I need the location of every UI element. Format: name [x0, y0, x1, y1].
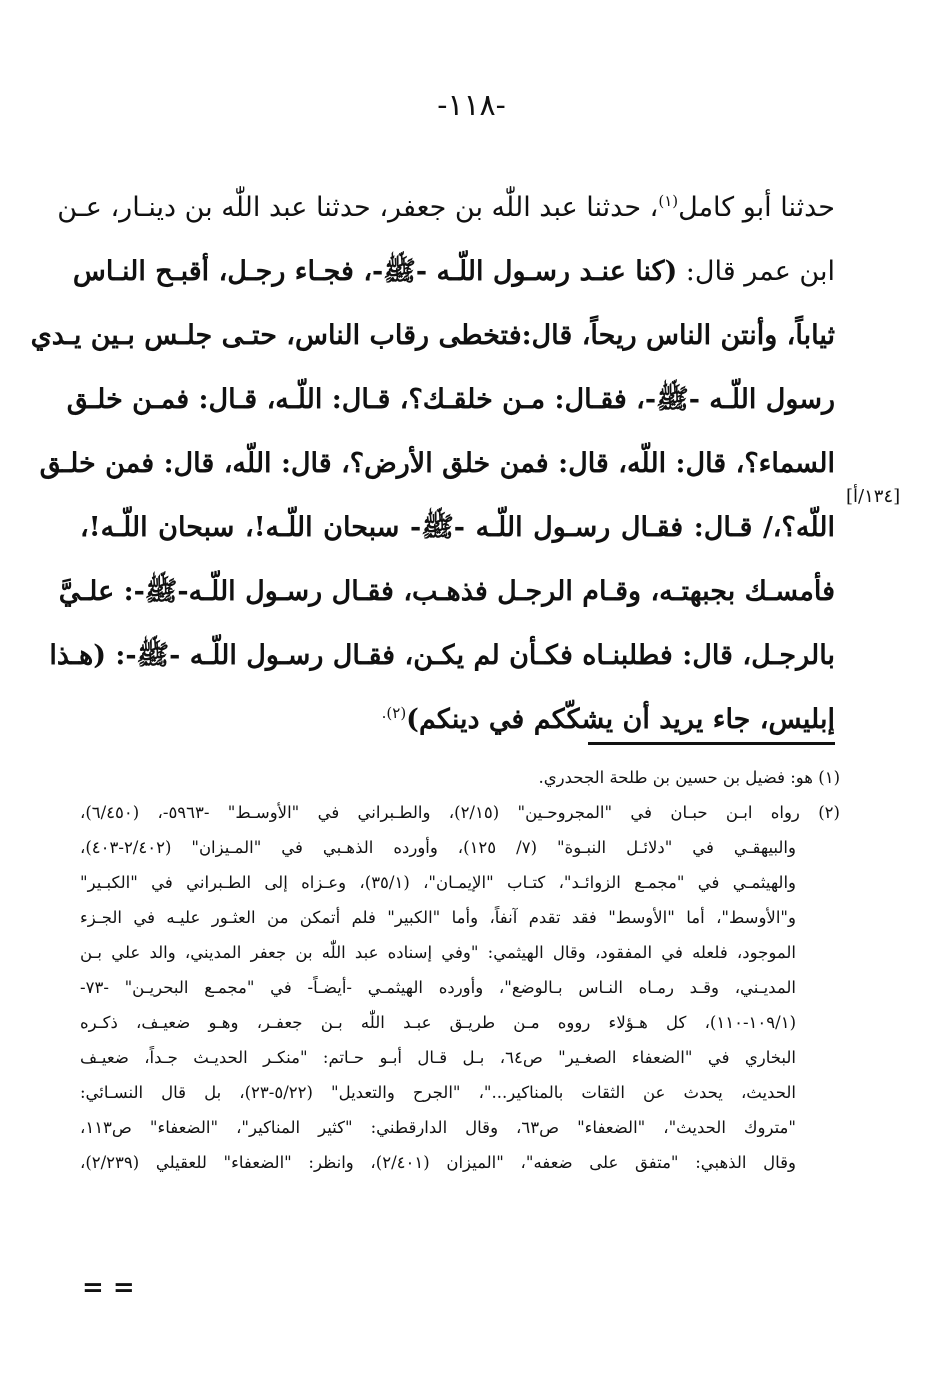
- hadith-text: ثياباً، وأنتن الناس ريحاً، قال:فتخطى رقاب الناس، حتـى جلـس بـين يـدي: [30, 320, 835, 351]
- body-line-text: ، حدثنا عبد اللّٰه بن جعفر، حدثنا عبد اللّٰه بن دينـار، عـن: [57, 192, 659, 223]
- body-line-text: ابن عمر قال:: [677, 256, 835, 287]
- footnote-line: المديـني، وقـد رمـاه النـاس بـالوضع"، وأورده الهيثمـي -أيضـاً- في "مجمـع البحريـن" -٧٣-: [80, 978, 796, 997]
- footnote-line: الحديث، يحدث عن الثقات بالمناكير..."، "الجرح والتعديل" (٥/٢٢-٢٣)، بل قال النسـائي:: [80, 1083, 796, 1102]
- footnote-separator: [588, 742, 835, 745]
- footnote-reference: (٢).: [381, 704, 407, 722]
- hadith-text: السماء؟، قال: اللّه، قال: فمن خلق الأرض؟، قال: اللّه، قال: فمن خلـق: [39, 448, 835, 479]
- hadith-text: (كنا عنـد رسـول اللّـه -ﷺ-، فجـاء رجـل، أقبـح النـاس: [72, 256, 678, 287]
- footnote-line: الموجود، فلعله في المفقود، وقال الهيثمي: "وفي إسناده عبد اللّٰه بن جعفر المديني، والد علي بـن: [80, 943, 796, 962]
- footnote-line: و"الأوسط"، أما "الأوسط" فقد تقدم آنفاً، وأما "الكبير" فلم أتمكن من العثـور عليـه في الجـزء: [80, 908, 796, 927]
- hadith-text: بالرجـل، قال: فطلبنـاه فكـأن لم يكـن، فقـال رسـول اللّـه -ﷺ-: (هـذا: [49, 640, 835, 671]
- body-line: [80, 496, 835, 560]
- footnote-line: والهيثمـي في "مجمـع الزوائـد"، كتـاب "الإيمـان"، (٣٥/١)، وعـزاه إلى الطـبراني في "الكبـير": [80, 873, 797, 892]
- body-line: [49, 624, 835, 688]
- footnote-line: وقال الذهبي: "متفق على ضعفه"، "الميزان (٢/٤٠١)، وانظر: "الضعفاء" للعقيلي (٢/٢٣٩)،: [80, 1153, 796, 1172]
- body-line: [39, 432, 835, 496]
- hadith-text: رسول اللّـه -ﷺ-، فقـال: مـن خلقـك؟، قـال: اللّـه، قـال: فمـن خلـق: [66, 384, 835, 415]
- margin-reference: [١٣٤/أ]: [846, 486, 901, 507]
- footnote-start: (٢) رواه ابـن حبـان في "المجروحـين" (٢/١٥)، والطـبراني في "الأوسـط" -٥٩٦٣-، (٦/٤٥٠)،: [80, 803, 840, 822]
- page-number: -١١٨-: [437, 88, 506, 123]
- body-line: [66, 368, 835, 432]
- footnotes: [80, 760, 840, 1180]
- body-line: [57, 176, 835, 240]
- footnote-line: البخاري في "الضعفاء الصغـير" ص٦٤، بـل قـال أبـو حـاتم: "منكـر الحديـث جـداً، ضعيـف: [80, 1048, 796, 1067]
- footnote-start: (١) هو: فضيل بن حسين بن طلحة الجحدري.: [538, 768, 840, 787]
- footnote-line: والبيهقـي في "دلائـل النبـوة" (٧/ ١٢٥)، وأورده الذهـبي في "المـيزان" (٢/٤٠٢-٤٠٣)،: [80, 838, 796, 857]
- footnote-reference: (١): [658, 192, 679, 210]
- body-text: [30, 176, 835, 752]
- body-line: [72, 240, 835, 304]
- hadith-text: إبليس، جاء يريد أن يشكّكم في دينكم): [406, 704, 835, 735]
- footnote-line: "متروك الحديث"، "الضعفاء" ص٦٣، وقال الدارقطني: "كثير المناكير"، "الضعفاء" ص١١٣،: [80, 1118, 796, 1137]
- footnote-line: (١٠٩/١-١١٠)، كل هـؤلاء رووه مـن طريـق عبـد اللّٰه بـن جعفـر، وهـو ضعيـف، ذكـره: [80, 1013, 796, 1032]
- body-line-text: حدثنا أبو كامل: [678, 192, 835, 223]
- continuation-mark: = =: [82, 1273, 135, 1303]
- hadith-text: اللّه؟،/ قـال: فقـال رسـول اللّـه -ﷺ- سبحان اللّـه!، سبحان اللّـه!،: [80, 512, 835, 543]
- body-line: [58, 560, 835, 624]
- hadith-text: فأمسـك بجبهتـه، وقـام الرجـل فذهـب، فقـال رسـول اللّـه-ﷺ-: علـيَّ: [58, 576, 835, 607]
- body-line: [30, 304, 835, 368]
